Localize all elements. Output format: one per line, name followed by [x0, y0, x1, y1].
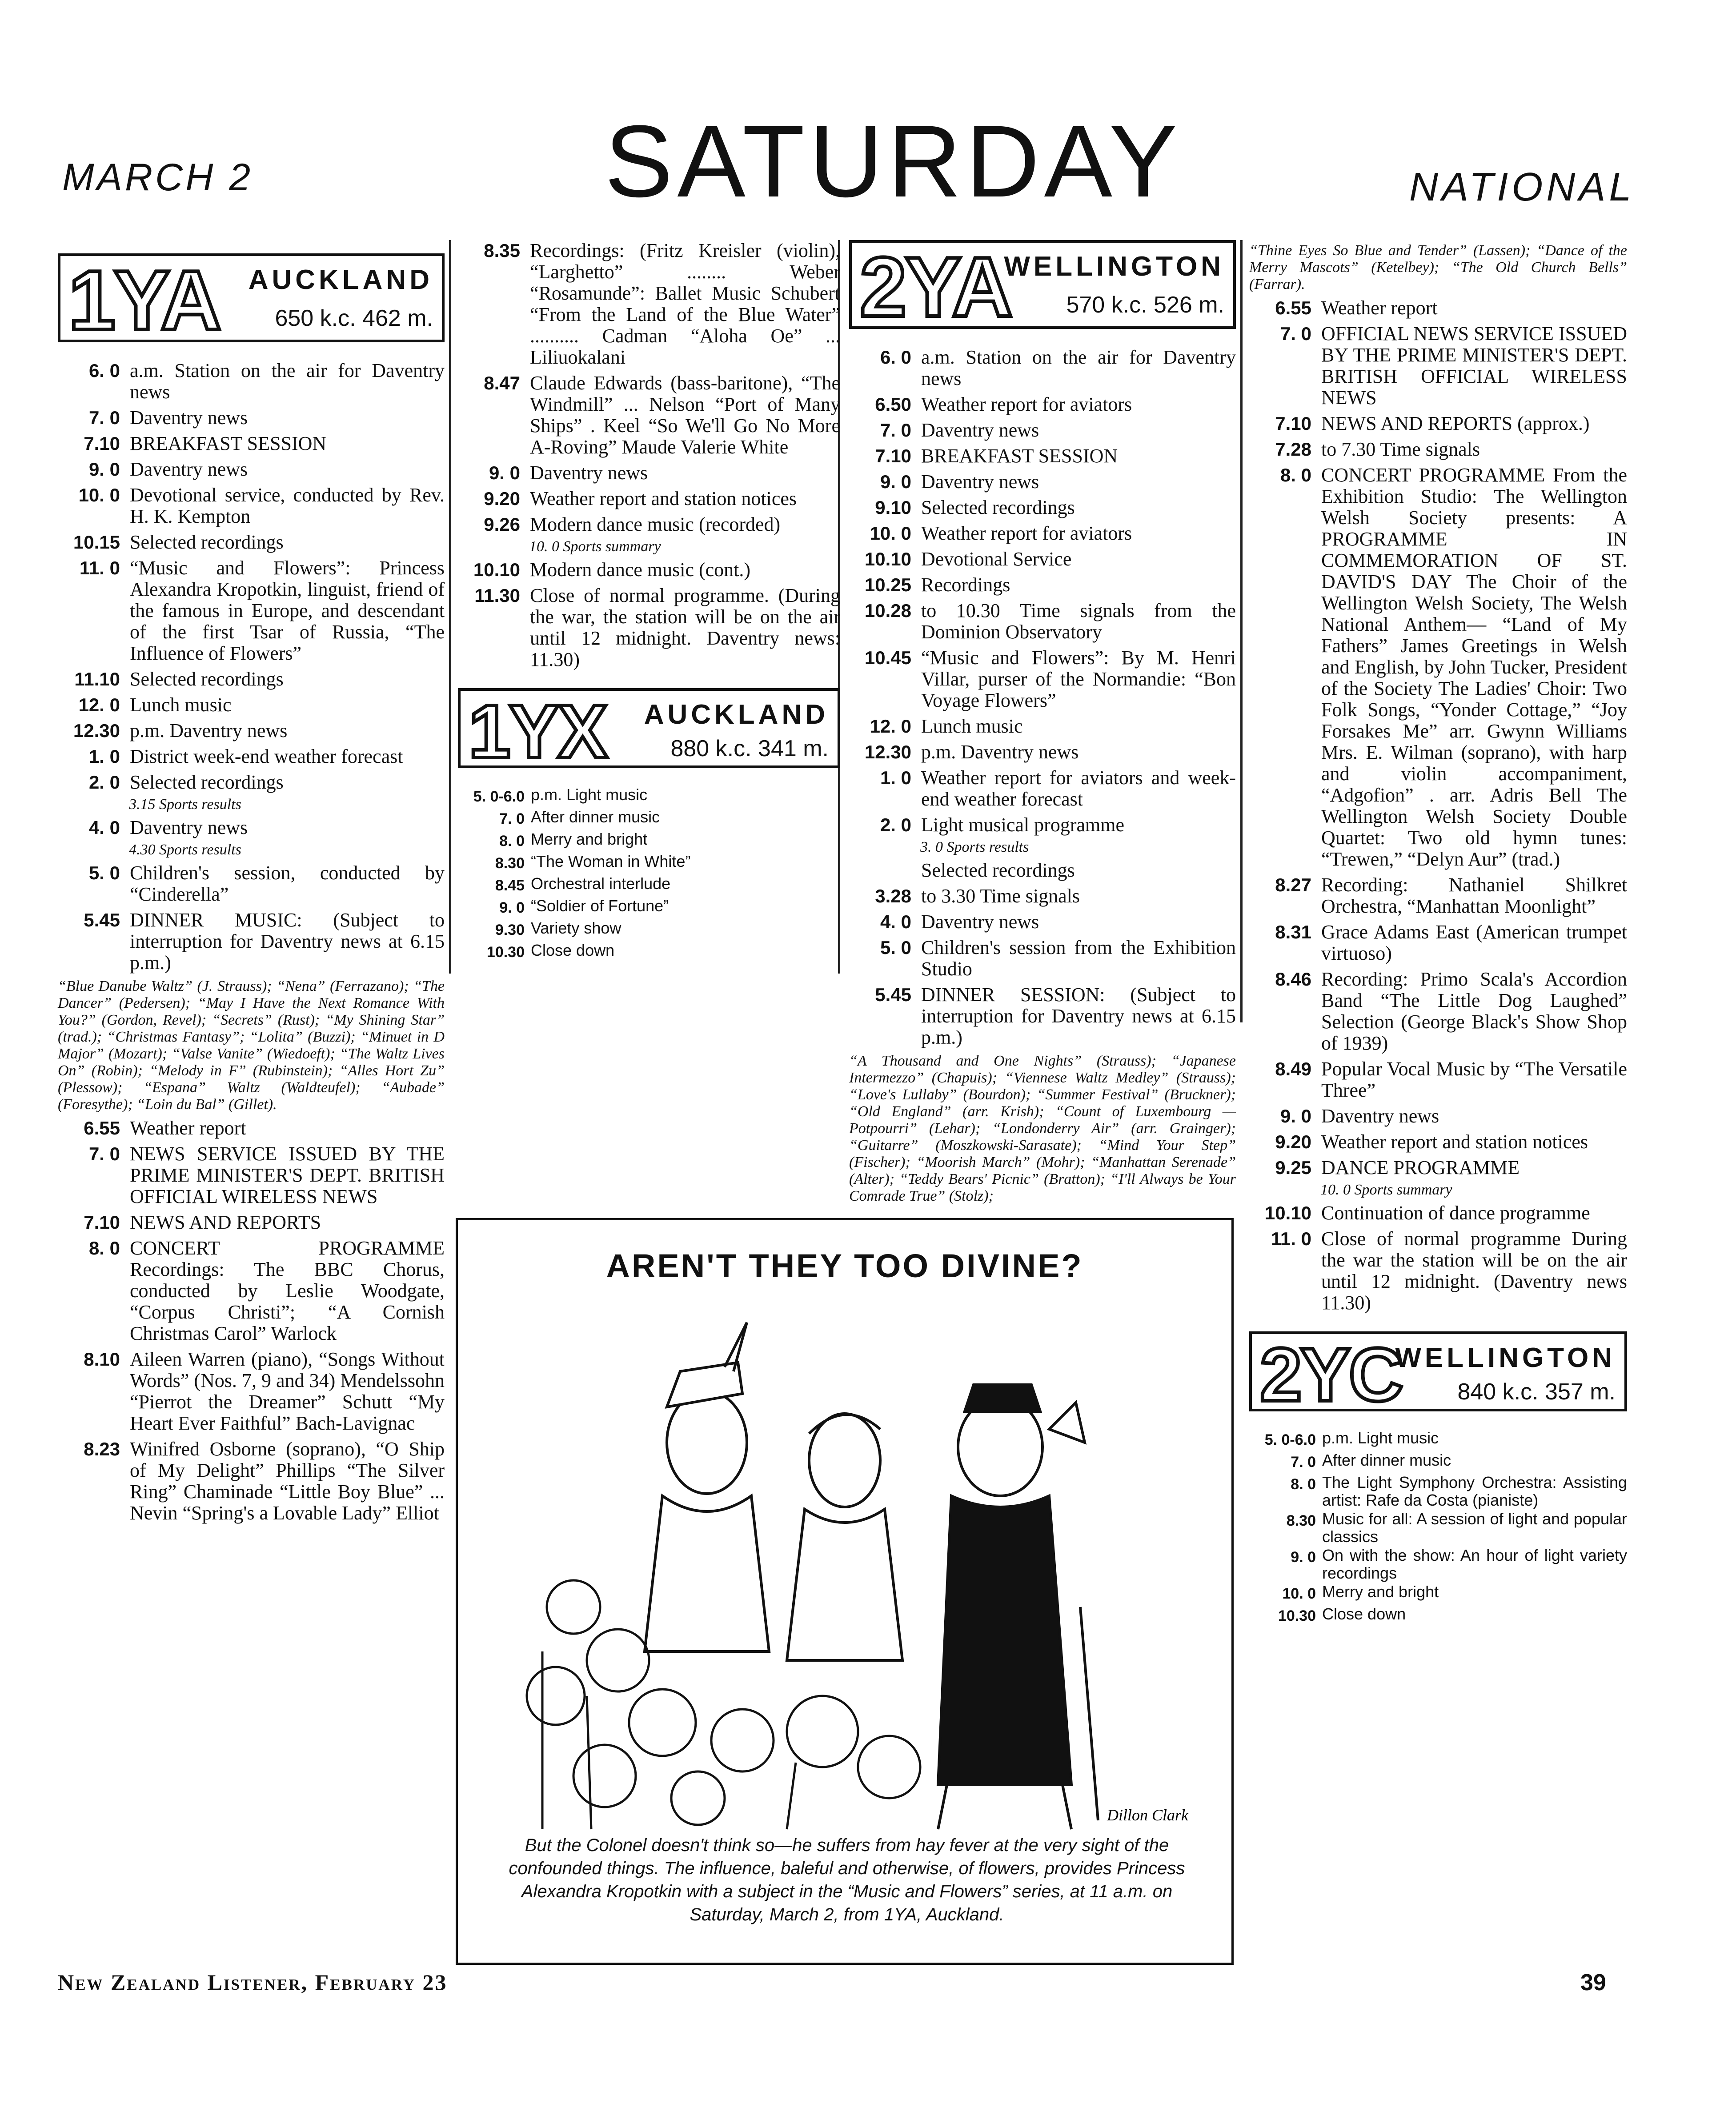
programme-item — [58, 1439, 445, 1524]
programme-time: 4. 0 — [88, 817, 120, 838]
programme-description: After dinner music — [1322, 1451, 1451, 1469]
programme-description: The Light Symphony Orchestra: Assisting artist: Rafe da Costa (pianiste) — [1322, 1473, 1627, 1509]
programme-time: 9.25 — [1275, 1157, 1311, 1178]
programme-description: Music for all: A session of light and popular classics — [1322, 1510, 1627, 1546]
programme-time: 3.28 — [875, 886, 911, 906]
programme-description: “Soldier of Fortune” — [531, 897, 669, 915]
programme-time: 8.10 — [84, 1349, 120, 1370]
programme-description: “The Woman in White” — [531, 852, 691, 870]
programme-description: Lunch music — [921, 715, 1023, 737]
programme-description: Daventry news — [130, 817, 248, 838]
programme-time: 7. 0 — [880, 420, 911, 441]
station-callsign: 2YC — [1260, 1333, 1402, 1417]
programme-item — [58, 1349, 445, 1434]
programme-item — [58, 459, 445, 480]
programme-time: 12. 0 — [870, 716, 911, 737]
station-logo-1yx — [458, 688, 840, 774]
station-frequency: 880 k.c. 341 m. — [670, 736, 829, 761]
programme-description: Daventry news — [921, 471, 1039, 493]
cartoon-illustration — [476, 1296, 1218, 1838]
programme-description: Light musical programme — [921, 814, 1124, 836]
cartoon-heading: AREN'T THEY TOO DIVINE? — [606, 1247, 1083, 1284]
programme-item — [1249, 1547, 1627, 1582]
programme-description: District week-end weather forecast — [130, 745, 403, 767]
programme-time: 10.15 — [73, 532, 120, 553]
programme-time: 9.10 — [875, 497, 911, 518]
programme-time: 9. 0 — [489, 462, 520, 483]
programme-item — [58, 360, 445, 403]
programme-item — [458, 488, 840, 509]
programme-time: 8.35 — [484, 240, 520, 261]
station-logo-2ya — [849, 240, 1236, 334]
programme-item — [458, 919, 840, 941]
programme-time: 8.45 — [495, 877, 525, 894]
programme-item — [458, 786, 840, 807]
programme-time: 8.30 — [1286, 1512, 1316, 1529]
programme-time: 10.28 — [864, 600, 911, 621]
programme-item — [1249, 1058, 1627, 1101]
programme-item — [849, 886, 1236, 907]
programme-time: 8.46 — [1275, 969, 1311, 990]
programme-item — [458, 240, 840, 368]
programme-description: Daventry news — [921, 419, 1039, 441]
programme-description: p.m. Light music — [531, 785, 648, 804]
programme-list-2ya — [849, 347, 1236, 1205]
programme-description: Weather report and station notices — [530, 488, 797, 509]
programme-item — [1249, 1157, 1627, 1178]
programme-list-1yx — [458, 786, 840, 963]
programme-description: BREAKFAST SESSION — [921, 445, 1118, 467]
programme-time: 10.10 — [864, 549, 911, 569]
column-1ya-continued — [458, 240, 840, 964]
programme-description: Claude Edwards (bass-baritone), “The Windmill” ... Nelson “Port of Many Ships” . Keel “So We'll Go No More A-Roving” Maude Valerie White — [530, 372, 840, 458]
programme-time: 8.30 — [495, 855, 525, 872]
programme-description: Weather report for aviators — [921, 393, 1132, 415]
programme-description: DINNER MUSIC: (Subject to interruption for Daventry news at 6.15 p.m.) — [130, 909, 445, 974]
programme-time: 5.45 — [84, 910, 120, 930]
cartoon-caption: But the Colonel doesn't think so—he suffers from hay fever at the very sight of the confounded things. The influence, baleful and otherwise, of flowers, provides Princess Alexandra Kropotkin with a subject in the “Music and Flowers” series, at 11 a.m. on Saturday, March 2, from 1YA, Auckland. — [509, 1835, 1185, 1924]
programme-description: Weather report and station notices — [1321, 1131, 1588, 1153]
station-frequency: 570 k.c. 526 m. — [1066, 292, 1224, 318]
programme-item — [458, 514, 840, 535]
programme-description: Daventry news — [1321, 1105, 1439, 1127]
programme-description: DANCE PROGRAMME — [1321, 1157, 1520, 1178]
programme-description: Modern dance music (cont.) — [530, 559, 751, 581]
cartoon-signature: Dillon Clark — [1107, 1806, 1189, 1824]
programme-time: 9.20 — [1275, 1131, 1311, 1152]
programme-time: 5. 0-6.0 — [1264, 1431, 1316, 1448]
programme-item — [849, 445, 1236, 467]
programme-list-2ya-evening — [1249, 242, 1627, 1314]
programme-description: Grace Adams East (American trumpet virtuoso) — [1321, 921, 1627, 964]
programme-item — [1249, 1474, 1627, 1509]
station-city: AUCKLAND — [248, 265, 433, 295]
programme-subnote: 4.30 Sports results — [129, 842, 241, 858]
programme-item — [458, 585, 840, 670]
programme-item — [849, 741, 1236, 763]
programme-description: “Music and Flowers”: By M. Henri Villar, purser of the Normandie: “Bon Voyage Flowers” — [921, 647, 1236, 711]
programme-item — [849, 523, 1236, 544]
programme-time: 10.30 — [1278, 1607, 1316, 1624]
dinner-music-list: “A Thousand and One Nights” (Strauss); “Japanese Intermezzo” (Chapuis); “Viennese Waltz Medley” (Strauss); “Love's Lullaby” (Bourdon); “Summer Festival” (Bruckner); “Old England” (arr. Krish); “Count of Luxembourg — Potpourri” (Lehar); “Londonderry Air” (arr. Grainger); “Guitarre” (Moszkowski-Sarasate); “Mind Your Step” (Fischer); “Moorish March” (Mohr); “Manhattan Serenade” (Alter); “Teddy Bears' Picnic” (Bratton); “I'll Always be Your Comrade True” (Stolz); — [849, 1053, 1236, 1204]
programme-time: 8.31 — [1275, 922, 1311, 942]
programme-description: BREAKFAST SESSION — [130, 433, 327, 454]
programme-item — [458, 373, 840, 458]
programme-description: Selected recordings — [130, 668, 284, 690]
programme-item — [58, 532, 445, 553]
page-number: 39 — [1580, 1970, 1606, 1996]
programme-item — [458, 853, 840, 874]
programme-time: 7. 0 — [88, 407, 120, 428]
programme-description: p.m. Light music — [1322, 1429, 1439, 1447]
cartoon-panel — [456, 1218, 1234, 1965]
programme-item — [849, 937, 1236, 980]
programme-item — [58, 772, 445, 793]
programme-time: 6. 0 — [880, 347, 911, 368]
programme-time: 2. 0 — [880, 814, 911, 835]
programme-time: 7.10 — [1275, 413, 1311, 434]
dinner-music-list: “Thine Eyes So Blue and Tender” (Lassen); “Dance of the Merry Mascots” (Ketelbey); “The Old Church Bells” (Farrar). — [1249, 242, 1627, 293]
programme-description: Recordings — [921, 574, 1010, 596]
programme-item — [849, 600, 1236, 643]
programme-item — [458, 559, 840, 581]
programme-time: 7.28 — [1275, 439, 1311, 460]
programme-description: Close of normal programme. (During the war, the station will be on the air until 12 midnight. Daventry news: 11.30) — [530, 585, 840, 670]
programme-description: Selected recordings — [921, 859, 1075, 881]
programme-item — [849, 984, 1236, 1048]
programme-description: p.m. Daventry news — [130, 720, 288, 741]
programme-description: Popular Vocal Music by “The Versatile Three” — [1321, 1058, 1627, 1101]
programme-description: After dinner music — [531, 808, 660, 826]
programme-time: 4. 0 — [880, 911, 911, 932]
programme-item — [1249, 1605, 1627, 1627]
programme-item — [458, 897, 840, 918]
programme-time: 7. 0 — [88, 1143, 120, 1164]
programme-description: Weather report for aviators — [921, 522, 1132, 544]
programme-time: 8. 0 — [1291, 1476, 1316, 1493]
programme-item — [58, 557, 445, 664]
programme-description: Close of normal programme During the war the station will be on the air until 12 midnight. (Daventry news 11.30) — [1321, 1228, 1627, 1314]
page-day-title: SATURDAY — [605, 104, 1182, 218]
programme-time: 11.10 — [74, 669, 120, 689]
programme-time: 9. 0 — [880, 471, 911, 492]
programme-time: 7. 0 — [499, 810, 525, 827]
column-2ya — [849, 240, 1236, 1209]
programme-time: 12.30 — [864, 741, 911, 762]
programme-item — [849, 420, 1236, 441]
station-city: AUCKLAND — [644, 699, 829, 730]
programme-description: Daventry news — [130, 458, 248, 480]
programme-item — [58, 485, 445, 527]
programme-description: Daventry news — [530, 462, 648, 484]
programme-item — [1249, 1451, 1627, 1473]
programme-item — [1249, 1202, 1627, 1224]
programme-time: 9.20 — [484, 488, 520, 509]
column-1ya — [58, 253, 445, 1528]
dinner-music-list: “Blue Danube Waltz” (J. Strauss); “Nena” (Ferrazano); “The Dancer” (Pedersen); “May I Have the Next Romance With You?” (Gordon, Revel); “Secrets” (Rust); “My Shining Star” (trad.); “Christmas Fantasy”; “Lolita” (Buzzi); “Minuet in D Major” (Mozart); “Valse Vanite” (Wiedoeft); “The Waltz Lives On” (Robin); “Melody in F” (Rubinstein); “Alles Hort Zu” (Plessow); “Espana” Waltz (Waldteufel); “Aubade” (Foresythe); “Loin du Bal” (Gillet). — [58, 978, 445, 1113]
programme-description: Variety show — [531, 919, 621, 937]
programme-item — [849, 860, 1236, 881]
programme-item — [849, 497, 1236, 518]
programme-description: NEWS AND REPORTS (approx.) — [1321, 413, 1590, 434]
programme-description: Modern dance music (recorded) — [530, 513, 781, 535]
programme-time: 7.10 — [84, 1212, 120, 1233]
programme-item — [58, 817, 445, 838]
programme-item — [458, 462, 840, 484]
programme-item — [458, 942, 840, 963]
programme-time: 9.30 — [495, 922, 525, 938]
programme-item — [849, 814, 1236, 836]
programme-description: On with the show: An hour of light variety recordings — [1322, 1546, 1627, 1582]
programme-item — [58, 746, 445, 767]
programme-description: to 7.30 Time signals — [1321, 438, 1480, 460]
programme-item — [458, 830, 840, 852]
column-2ya-continued — [1249, 242, 1627, 1627]
programme-item — [849, 647, 1236, 711]
programme-item — [58, 910, 445, 974]
programme-item — [58, 720, 445, 741]
station-logo-1ya — [58, 253, 445, 348]
station-logo-2yc — [1249, 1331, 1627, 1417]
programme-time: 9. 0 — [1280, 1106, 1311, 1126]
column-rule — [449, 240, 451, 974]
programme-description: Winifred Osborne (soprano), “O Ship of My Delight” Phillips “The Silver Ring” Chaminade “Little Boy Blue” ... Nevin “Spring's a Lovable Lady” Elliot — [130, 1438, 445, 1524]
programme-description: Selected recordings — [921, 497, 1075, 518]
programme-description: p.m. Daventry news — [921, 741, 1079, 763]
programme-description: a.m. Station on the air for Daventry news — [130, 360, 445, 403]
programme-list-2yc — [1249, 1429, 1627, 1627]
programme-item — [1249, 1583, 1627, 1604]
programme-item — [1249, 1228, 1627, 1314]
column-rule — [1240, 240, 1243, 1022]
programme-item — [1249, 439, 1627, 460]
programme-time: 10. 0 — [78, 485, 120, 505]
programme-time: 12. 0 — [78, 694, 120, 715]
programme-time: 1. 0 — [880, 767, 911, 788]
programme-time: 11. 0 — [1271, 1228, 1311, 1249]
page-date: MARCH 2 — [62, 156, 253, 199]
programme-item — [1249, 874, 1627, 917]
programme-description: Lunch music — [130, 694, 232, 716]
programme-description: Weather report for aviators and week-end weather forecast — [921, 767, 1236, 810]
programme-subnote: 10. 0 Sports summary — [1320, 1182, 1452, 1198]
programme-time: 5. 0 — [88, 862, 120, 883]
programme-time: 8. 0 — [1280, 465, 1311, 485]
programme-item — [1249, 413, 1627, 434]
programme-time: 1. 0 — [88, 746, 120, 767]
programme-time: 10. 0 — [870, 523, 911, 544]
programme-time: 6.50 — [875, 394, 911, 415]
programme-description: Devotional Service — [921, 548, 1072, 570]
station-city: WELLINGTON — [1004, 251, 1224, 282]
programme-description: Aileen Warren (piano), “Songs Without Words” (Nos. 7, 9 and 34) Mendelssohn “Pierrot the Dreamer” Schutt “My Heart Ever Faithful” Bach-Lavignac — [130, 1348, 445, 1434]
programme-description: Children's session from the Exhibition Studio — [921, 937, 1236, 980]
programme-item — [458, 808, 840, 830]
programme-time: 11.30 — [474, 585, 520, 606]
programme-time: 5. 0-6.0 — [473, 788, 525, 805]
programme-item — [58, 669, 445, 690]
programme-item — [58, 433, 445, 454]
programme-time: 10.10 — [473, 559, 520, 580]
edition-label: NATIONAL — [1409, 165, 1635, 209]
programme-item — [1249, 1510, 1627, 1546]
programme-item — [1249, 297, 1627, 319]
programme-description: to 3.30 Time signals — [921, 885, 1080, 907]
programme-subnote: 3.15 Sports results — [129, 796, 241, 813]
programme-description: Close down — [1322, 1605, 1406, 1623]
station-callsign: 1YA — [68, 253, 220, 348]
programme-time: 9. 0 — [499, 899, 525, 916]
programme-item — [58, 1118, 445, 1139]
programme-time: 6. 0 — [88, 360, 120, 381]
programme-item — [1249, 922, 1627, 964]
programme-description: CONCERT PROGRAMME From the Exhibition Studio: The Wellington Welsh Society presents: A PROGRAMME IN COMMEMORATION OF ST. DAVID'S DAY The Choir of the Wellington Welsh Society, The Welsh National Anthem— “Land of My Fathers” James Greetings in Welsh and English, by John Tucker, President of the Society The Ladies' Choir: Two Folk Songs, “Yonder Cottage,” “Joy Forsakes Me” arr. Gwynn Williams Mrs. E. Wilman (soprano), with harp and violin accompaniment, “Adgofion” . arr. Adris Bell The Wellington Welsh Society Double Quartet: Two old hymn tunes: “Trewen,” “Delyn Aur” (trad.) — [1321, 464, 1627, 870]
station-frequency: 840 k.c. 357 m. — [1457, 1379, 1616, 1405]
programme-description: to 10.30 Time signals from the Dominion Observatory — [921, 600, 1236, 643]
publication-footer: New Zealand Listener, February 23 — [58, 1970, 448, 1995]
programme-description: “Music and Flowers”: Princess Alexandra Kropotkin, linguist, friend of the famous in Europe, and descendant of the first Tsar of Russia, “The Influence of Flowers” — [130, 557, 445, 664]
programme-item — [58, 1238, 445, 1344]
programme-item — [849, 911, 1236, 933]
programme-time: 7.10 — [875, 445, 911, 466]
programme-item — [849, 767, 1236, 810]
programme-description: Recordings: (Fritz Kreisler (violin), “Larghetto” ........ Weber “Rosamunde”: Ballet Music Schubert “From the Land of the Blue Water” .......... Cadman “Aloha Oe” ... Liliuokalani — [530, 240, 840, 368]
programme-description: Continuation of dance programme — [1321, 1202, 1590, 1224]
programme-time: 7. 0 — [1291, 1454, 1316, 1471]
programme-time: 10.45 — [864, 647, 911, 668]
programme-description: NEWS AND REPORTS — [130, 1211, 321, 1233]
programme-item — [1249, 465, 1627, 870]
programme-item — [458, 875, 840, 896]
programme-item — [1249, 323, 1627, 409]
programme-description: CONCERT PROGRAMME Recordings: The BBC Chorus, conducted by Leslie Woodgate, “Corpus Christi”; “A Cornish Christmas Carol” Warlock — [130, 1237, 445, 1344]
programme-time: 5. 0 — [880, 937, 911, 958]
programme-item — [849, 347, 1236, 389]
programme-description: Weather report — [130, 1117, 246, 1139]
programme-time: 10.30 — [486, 944, 525, 961]
programme-time: 8. 0 — [88, 1238, 120, 1258]
programme-time: 8.49 — [1275, 1058, 1311, 1079]
programme-description: Recording: Nathaniel Shilkret Orchestra, “Manhattan Moonlight” — [1321, 874, 1627, 917]
station-city: WELLINGTON — [1395, 1343, 1616, 1373]
programme-time: 8.27 — [1275, 874, 1311, 895]
programme-item — [849, 716, 1236, 737]
programme-item — [849, 471, 1236, 493]
programme-time: 10.10 — [1264, 1202, 1311, 1223]
programme-list-1ya — [58, 360, 445, 1524]
programme-description: Daventry news — [130, 407, 248, 429]
programme-item — [849, 549, 1236, 570]
programme-item — [58, 694, 445, 716]
programme-item — [58, 1143, 445, 1207]
programme-description: DINNER SESSION: (Subject to interruption for Daventry news at 6.15 p.m.) — [921, 984, 1236, 1048]
programme-time: 10.25 — [864, 574, 911, 595]
programme-subnote: 3. 0 Sports results — [920, 839, 1029, 855]
programme-description: Children's session, conducted by “Cinderella” — [130, 862, 445, 905]
programme-time: 8.47 — [484, 373, 520, 393]
programme-item — [58, 862, 445, 905]
programme-description: Devotional service, conducted by Rev. H. K. Kempton — [130, 484, 445, 527]
programme-list-1ya-evening — [458, 240, 840, 670]
programme-subnote: 10. 0 Sports summary — [529, 538, 661, 555]
programme-time: 7. 0 — [1280, 323, 1311, 344]
programme-time: 8.23 — [84, 1439, 120, 1459]
programme-description: Daventry news — [921, 911, 1039, 933]
programme-description: NEWS SERVICE ISSUED BY THE PRIME MINISTER'S DEPT. BRITISH OFFICIAL WIRELESS NEWS — [130, 1143, 445, 1207]
programme-description: Merry and bright — [531, 830, 648, 848]
programme-time: 7.10 — [84, 433, 120, 454]
programme-item — [849, 394, 1236, 415]
programme-item — [849, 574, 1236, 596]
programme-time: 5.45 — [875, 984, 911, 1005]
programme-time: 8. 0 — [499, 833, 525, 850]
programme-time: 6.55 — [84, 1118, 120, 1138]
programme-description: a.m. Station on the air for Daventry news — [921, 346, 1236, 389]
programme-item — [1249, 1429, 1627, 1451]
programme-item — [1249, 1131, 1627, 1153]
programme-description: Selected recordings — [130, 771, 284, 793]
programme-description: Merry and bright — [1322, 1583, 1439, 1601]
station-callsign: 2YA — [860, 240, 1011, 334]
programme-description: OFFICIAL NEWS SERVICE ISSUED BY THE PRIME MINISTER'S DEPT. BRITISH OFFICIAL WIRELESS NEWS — [1321, 323, 1627, 409]
programme-description: Weather report — [1321, 297, 1438, 319]
programme-time — [849, 860, 921, 881]
programme-description: Recording: Primo Scala's Accordion Band “The Little Dog Laughed” Selection (George Black's Show Shop of 1939) — [1321, 968, 1627, 1054]
programme-time: 9.26 — [484, 514, 520, 535]
programme-description: Selected recordings — [130, 531, 284, 553]
programme-time: 12.30 — [73, 720, 120, 741]
programme-time: 9. 0 — [88, 459, 120, 480]
programme-description: Orchestral interlude — [531, 874, 671, 893]
programme-time: 10. 0 — [1282, 1585, 1316, 1602]
programme-time: 11. 0 — [79, 557, 120, 578]
programme-time: 9. 0 — [1291, 1549, 1316, 1566]
programme-description: Close down — [531, 941, 615, 959]
programme-item — [58, 1212, 445, 1233]
station-frequency: 650 k.c. 462 m. — [275, 305, 433, 331]
programme-time: 6.55 — [1275, 297, 1311, 318]
programme-item — [1249, 1106, 1627, 1127]
programme-time: 2. 0 — [88, 772, 120, 793]
programme-item — [1249, 969, 1627, 1054]
station-callsign: 1YX — [469, 689, 606, 774]
programme-item — [58, 407, 445, 429]
